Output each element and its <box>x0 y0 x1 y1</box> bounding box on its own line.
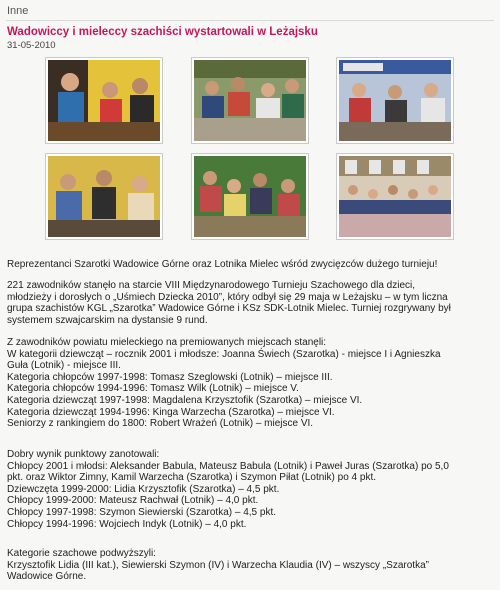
intro-line: młodzieży i dorosłych o „Uśmiech Dziecka 2010”, który odbył się 29 maja w Leżajsku – w tym liczna <box>7 291 448 303</box>
results-line: Seniorzy z rankingiem do 1800: Robert Wrażeń (Lotnik) – miejsce VI. <box>7 418 314 430</box>
categories-line: Krzysztofik Lidia (III kat.), Siewierski Szymon (IV) i Warzecha Klaudia (IV) – wszyscy „Szarotka” <box>7 559 429 571</box>
photo-4-image <box>48 156 160 237</box>
gallery-photo-5[interactable] <box>192 154 308 239</box>
points-line: pkt. oraz Wiktor Zimny, Kamil Warzecha (Szarotka) i Szymon Piłat (Lotnik) po 4 pkt. <box>7 472 376 484</box>
results-line: Kategoria chłopców 1994-1996: Tomasz Wilk (Lotnik) – miejsce V. <box>7 383 299 395</box>
results-line: Kategoria chłopców 1997-1998: Tomasz Szeglowski (Lotnik) – miejsce III. <box>7 371 333 383</box>
results-line: W kategorii dziewcząt – rocznik 2001 i młodsze: Joanna Świech (Szarotka) - miejsce I i Agnieszka <box>7 348 441 360</box>
photo-1-image <box>48 60 160 141</box>
points-line: Chłopcy 1999-2000: Mateusz Rachwał (Lotnik) – 4,0 pkt. <box>7 495 259 507</box>
gallery-photo-4[interactable] <box>46 154 162 239</box>
gallery-photo-1[interactable] <box>46 58 162 143</box>
categories-heading: Kategorie szachowe podwyższyli: <box>7 548 156 559</box>
gallery-photo-3[interactable] <box>337 58 453 143</box>
points-line: Chłopcy 1997-1998: Szymon Siewierski (Szarotka) – 4,5 pkt. <box>7 506 277 518</box>
points-heading: Dobry wynik punktowy zanotowali: <box>7 449 160 460</box>
article-date: 31-05-2010 <box>7 40 56 51</box>
lead-paragraph: Reprezentanci Szarotki Wadowice Górne oraz Lotnika Mielec wśród zwycięzców dużego turnieju! <box>7 259 438 270</box>
article-lead <box>7 259 495 271</box>
points-line: Chłopcy 2001 i młodsi: Aleksander Babula, Mateusz Babula (Lotnik) i Paweł Juras (Szarotka) po 5,0 <box>7 460 449 472</box>
categories-line: Wadowice Górne. <box>7 571 87 583</box>
intro-line: 221 zawodników stanęło na starcie VIII Międzynarodowego Turnieju Szachowego dla dzieci, <box>7 280 416 291</box>
gallery-photo-2[interactable] <box>192 58 308 143</box>
intro-line: systemem szwajcarskim na dystansie 9 rund. <box>7 314 208 326</box>
points-line: Dziewczęta 1999-2000: Lidia Krzysztofik (Szarotka) – 4,5 pkt. <box>7 483 280 495</box>
photo-3-image <box>339 60 451 141</box>
photo-2-image <box>194 60 306 141</box>
categories-paragraph <box>7 548 495 583</box>
article-title[interactable]: Wadowiccy i mieleccy szachiści wystartowali w Leżajsku <box>7 26 318 38</box>
header-divider <box>6 20 494 21</box>
results-paragraph <box>7 337 495 430</box>
intro-paragraph <box>7 280 495 326</box>
results-line: Guła (Lotnik) - miejsce III. <box>7 360 121 372</box>
intro-line: grupa szachistów KGL „Szarotka” Wadowice Górne i KSz SDK-Lotnik Mielec. Turniej rozgrywany był <box>7 303 451 315</box>
photo-gallery <box>46 58 466 248</box>
results-line: Kategoria dziewcząt 1994-1996: Kinga Warzecha (Szarotka) – miejsce VI. <box>7 406 335 418</box>
points-line: Chłopcy 1994-1996: Wojciech Indyk (Lotnik) – 4,0 pkt. <box>7 518 247 530</box>
results-heading: Z zawodników powiatu mieleckiego na premiowanych miejscach stanęli: <box>7 337 327 348</box>
category-label: Inne <box>7 5 29 17</box>
photo-5-image <box>194 156 306 237</box>
gallery-photo-6[interactable] <box>337 154 453 239</box>
points-paragraph <box>7 449 495 530</box>
photo-6-image <box>339 156 451 237</box>
results-line: Kategoria dziewcząt 1997-1998: Magdalena Krzysztofik (Szarotka) – miejsce VI. <box>7 394 363 406</box>
